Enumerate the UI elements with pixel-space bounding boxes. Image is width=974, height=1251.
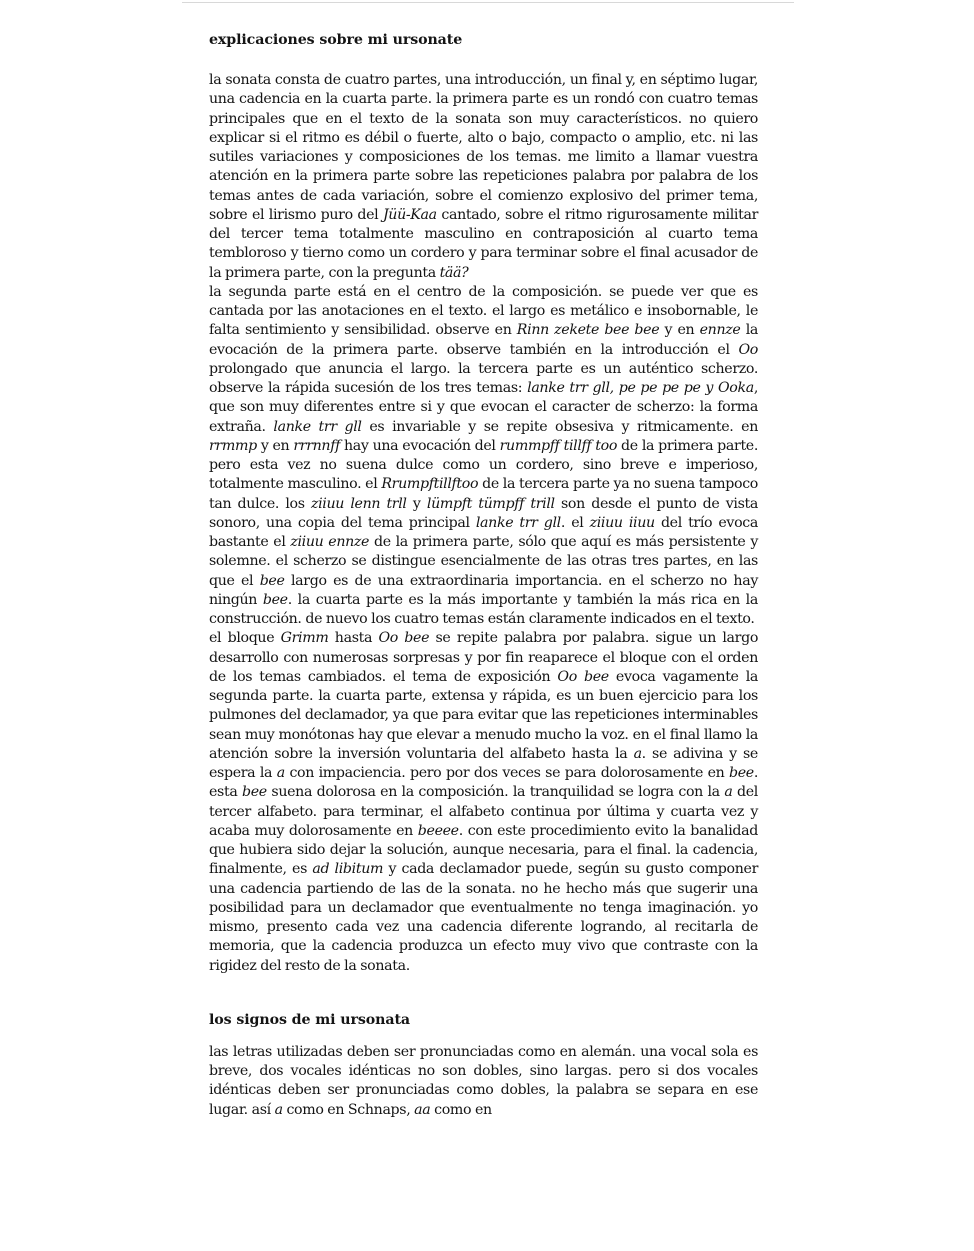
section-body-signos bbox=[209, 1043, 758, 1118]
italic-term: lanke trr gll, pe pe pe pe y Ooka bbox=[527, 380, 754, 396]
italic-term: Jüü-Kaa bbox=[382, 206, 437, 223]
italic-term: Oo bee bbox=[557, 668, 609, 685]
italic-term: lanke trr gll bbox=[475, 514, 561, 531]
italic-term: Oo bbox=[738, 341, 758, 358]
italic-term: a bbox=[633, 745, 642, 762]
italic-term: rrrnnff bbox=[293, 437, 341, 454]
italic-term: rrmmp bbox=[209, 437, 257, 454]
paragraph: las letras utilizadas deben ser pronunciadas como en alemán. una vocal sola es breve, dos vocales idénticas no son dobles, sino largas. pero si dos vocales idénticas deben ser pronunciadas como dobles, la palabra se separa en ese lugar. así a como en Schnaps, aa como en bbox=[209, 1043, 758, 1118]
italic-term: bee bbox=[242, 784, 267, 801]
italic-term: bee bbox=[262, 591, 288, 608]
italic-term: lümpft tümpff trill bbox=[426, 495, 555, 512]
italic-term: rummpff tillff too bbox=[499, 437, 618, 454]
italic-term: tää? bbox=[439, 264, 469, 281]
italic-term: beeee bbox=[417, 822, 459, 839]
italic-term: aa bbox=[414, 1101, 431, 1118]
italic-term: Grimm bbox=[280, 630, 329, 647]
italic-term: Oo bee bbox=[378, 630, 430, 647]
paragraph: el bloque Grimm hasta Oo bee se repite palabra por palabra. sigue un largo desarrollo con numerosas sorpresas y por fin reaparece el bloque con el orden de los temas cambiados. el tema de exposición Oo bee evoca vagamente la segunda parte. la cuarta parte, extensa y rápida, es un buen ejercicio para los pulmones del declamador, ya que para evitar que las repeticiones interminables sean muy monótonas hay que elevar a menudo mucho la voz. en el final llamo la atención sobre la inversión voluntaria del alfabeto hasta la a. se adivina y se espera la a con impaciencia. pero por dos veces se para dolorosamente en bee. esta bee suena dolorosa en la composición. la tranquilidad se logra con la a del tercer alfabeto. para terminar, el alfabeto continua por última y cuarta vez y acaba muy dolorosamente en beeee. con este procedimiento evito la banalidad que hubiera sido dejar la solución, aunque necesaria, para el final. la cadencia, finalmente, es ad libitum y cada declamador puede, según su gusto componer una cadencia partiendo de las de la sonata. no he hecho más que sugerir una posibilidad para un declamador que eventualmente no tenga imaginación. yo mismo, presento cada vez una cadencia diferente logrando, al recitarla de memoria, que la cadencia produzca un efecto muy vivo que contraste con la rigidez del resto de la sonata. bbox=[209, 630, 759, 974]
paragraph: la segunda parte está en el centro de la composición. se puede ver que es cantada por las anotaciones en el texto. el largo es metálico e insobornable, le falta sentimiento y sensibilidad. observe en Rinn zekete bee bee y en ennze la evocación de la primera parte. observe también en la introducción el Oo prolongado que anuncia el largo. la tercera parte es un auténtico scherzo. observe la rápida sucesión de los tres temas: lanke trr gll, pe pe pe pe y Ooka, que son muy diferentes entre si y que evocan el caracter de scherzo: la forma extraña. lanke trr gll es invariable y se repite obsesiva y ritmicamente. en rrmmp y en rrrnnff hay una evocación del rummpff tillff too de la primera parte. pero esta vez no suena dulce como un cordero, sino breve e imperioso, totalmente masculino. el Rrumpftillftoo de la tercera parte ya no suena tampoco tan dulce. los ziiuu lenn trll y lümpft tümpff trill son desde el punto de vista sonoro, una copia del tema principal lanke trr gll. el ziiuu iiuu del trío evoca bastante el ziiuu ennze de la primera parte, sólo que aquí es más persistente y solemne. el scherzo se distingue esencialmente de las otras tres partes, en las que el bee largo es de una extraordinaria importancia. en el scherzo no hay ningún bee. la cuarta parte es la más importante y también la más rica en la construcción. de nuevo los cuatro temas están claramente indicados en el texto. bbox=[209, 283, 759, 627]
italic-term: ennze bbox=[699, 322, 741, 339]
page-top-rule bbox=[182, 2, 794, 3]
italic-term: ziiuu iiuu bbox=[589, 514, 655, 531]
italic-term: ziiuu ennze bbox=[290, 534, 370, 550]
section-title-signos: los signos de mi ursonata bbox=[209, 1011, 411, 1028]
italic-term: Rrumpftillftoo bbox=[381, 476, 479, 493]
italic-term: Rinn zekete bee bee bbox=[516, 322, 660, 339]
paragraph: la sonata consta de cuatro partes, una introducción, un final y, en séptimo lugar, una cadencia en la cuarta parte. la primera parte es un rondó con cuatro temas principales que en el texto de la sonata son muy característicos. no quiero explicar si el ritmo es débil o fuerte, alto o bajo, compacto o amplio, etc. ni las sutiles variaciones y composiciones de los temas. me limito a llamar vuestra atención en la primera parte sobre las repeticiones palabra por palabra de los temas antes de cada variación, sobre el comienzo explosivo del primer tema, sobre el lirismo puro del Jüü-Kaa cantado, sobre el ritmo rigurosamente militar del tercer tema totalmente masculino en contraposición al cuarto tema tembloroso y tierno como un cordero y para terminar sobre el final acusador de la primera parte, con la pregunta tää? bbox=[209, 72, 758, 281]
document-page bbox=[209, 30, 759, 1118]
italic-term: a bbox=[276, 765, 285, 781]
italic-term: ad libitum bbox=[312, 861, 384, 878]
italic-term: lanke trr gll bbox=[273, 418, 362, 435]
italic-term: ziiuu lenn trll bbox=[310, 495, 407, 512]
section-body-explicaciones bbox=[209, 71, 758, 976]
italic-term: bee bbox=[728, 765, 754, 781]
italic-term: a bbox=[274, 1101, 283, 1118]
section-title-explicaciones: explicaciones sobre mi ursonate bbox=[209, 32, 463, 48]
italic-term: a bbox=[724, 784, 733, 801]
italic-term: bee bbox=[259, 572, 285, 589]
